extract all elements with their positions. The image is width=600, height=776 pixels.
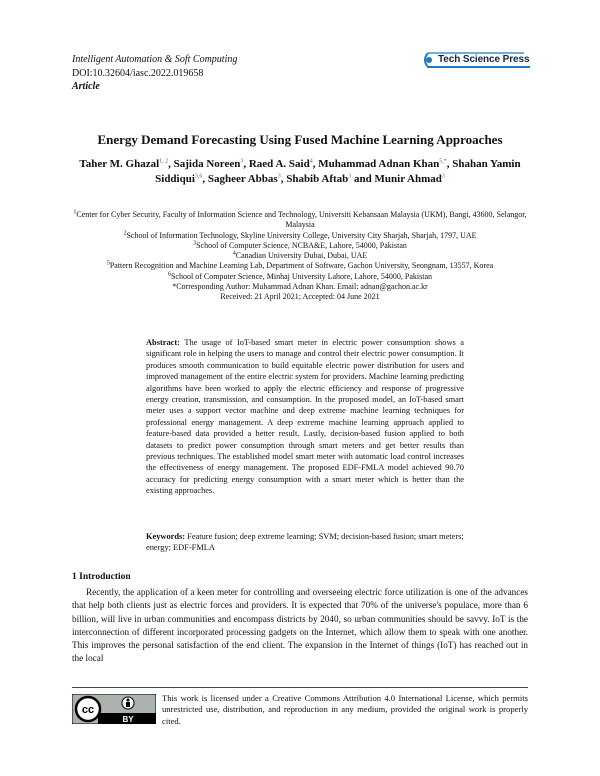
by-label: BY xyxy=(122,715,134,724)
abstract-text: The usage of IoT-based smart meter in electric power consumption shows a significant role in helping the users to manage and control their electric power consumption. It produces smooth communication to build equitable electric power distribution for users and improved management of the entire electric system for providers. Machine learning predicting algorithms have been worked to apply the electric efficiency and response of progressive energy creation, transmission, and consumption. In the proposed model, an IoT-based smart meter uses a support vector machine and deep extreme machine learning techniques for professional energy management. A deep extreme machine learning approach applied to feature-based data provided a better result. Lastly, decision-based fusion applied to both datasets to predict power consumption through smart meters and get better results than previous techniques. The established model smart meter with automatic load control increases the effectiveness of energy management. The proposed EDF-FMLA model achieved 90.70 accuracy for predicting energy consumption with a smart meter which is better than the existing approaches. xyxy=(146,338,464,496)
received-dates: Received: 21 April 2021; Accepted: 04 June 2021 xyxy=(220,292,380,302)
cc-label: cc xyxy=(81,704,95,716)
affiliations xyxy=(60,210,540,303)
publisher-name: Tech Science Press xyxy=(438,54,530,65)
journal-name: Intelligent Automation & Soft Computing xyxy=(72,54,238,65)
affiliation-number: 2 xyxy=(123,229,127,236)
section-heading: 1 Introduction xyxy=(72,572,131,582)
author-name: Taher M. Ghazal xyxy=(79,158,160,170)
footer-divider xyxy=(72,687,528,688)
abstract xyxy=(146,337,464,497)
affiliation-item xyxy=(60,261,540,271)
keywords-text: Feature fusion; deep extreme learning; SVM; decision-based fusion; smart meters; energy; EDF-FMLA xyxy=(146,532,464,553)
license-text: This work is licensed under a Creative Commons Attribution 4.0 International License, which permits unrestricted use, distribution, and reproduction in any medium, provided the original work is properly cited. xyxy=(162,693,528,726)
author-name: Sajida Noreen xyxy=(173,158,241,170)
corresponding-author: *Corresponding Author: Muhammad Adnan Khan. Email: adnan@gachon.ac.kr xyxy=(172,282,428,292)
author-name: Sagheer Abbas xyxy=(207,173,278,185)
paper-title: Energy Demand Forecasting Using Fused Machine Learning Approaches xyxy=(97,132,503,147)
doi: DOI:10.32604/iasc.2022.019658 xyxy=(72,67,204,79)
affiliation-item xyxy=(60,251,540,261)
affiliation-text: School of Computer Science, Minhaj University Lahore, Lahore, 54000, Pakistan xyxy=(170,271,433,281)
affiliation-number: 5 xyxy=(106,260,110,267)
affiliation-number: 3 xyxy=(193,240,197,247)
keywords xyxy=(146,531,464,554)
affiliation-item xyxy=(60,210,540,231)
affiliation-text: School of Computer Science, NCBA&E, Lahore, 54000, Pakistan xyxy=(196,240,407,250)
author-affiliation-mark[interactable]: 3 xyxy=(240,158,244,165)
author-affiliation-mark[interactable]: 1, 2 xyxy=(159,158,169,165)
author-affiliation-mark[interactable]: 4 xyxy=(309,158,313,165)
affiliation-number: 4 xyxy=(232,250,236,257)
author-affiliation-mark[interactable]: 3 xyxy=(441,173,445,180)
keywords-label: Keywords: xyxy=(146,532,186,541)
author-name: Shabib Aftab xyxy=(286,173,349,185)
author-affiliation-mark[interactable]: 3 xyxy=(277,173,281,180)
author-name: Munir Ahmad xyxy=(374,173,442,185)
abstract-label: Abstract: xyxy=(146,338,180,347)
author-affiliation-mark[interactable]: 5,* xyxy=(439,158,447,165)
affiliation-text: Canadian University Dubai, Dubai, UAE xyxy=(235,251,368,261)
article-type: Article xyxy=(72,81,100,92)
affiliation-number: 6 xyxy=(167,271,171,278)
journal-header xyxy=(72,53,237,94)
author-affiliation-mark[interactable]: 3,6 xyxy=(194,173,203,180)
cc-by-badge[interactable] xyxy=(72,694,156,724)
affiliation-text: School of Information Technology, Skyline University College, University City Sharjah, Sharjah, 1797, UAE xyxy=(126,230,477,240)
author-name: Raed A. Said xyxy=(248,158,310,170)
affiliation-item xyxy=(60,272,540,282)
introduction-text: Recently, the application of a keen meter for controlling and overseeing electric force utilization is one of the advances that help both clients just as electric forces and providers. It is expected that 70% of the universe's populace, more than 6 billion, will live in urban communities and encompass districts by 2040, so urban communities should be savvy. IoT is the interconnection of different incorporated processing gadgets on the Internet, which allow them to speak with one another. This improves the personal satisfaction of the end client. The expansion in the Internet of things (IoT) has reached out in the local xyxy=(72,587,528,664)
affiliation-number: 1 xyxy=(73,209,77,216)
affiliation-text: Pattern Recognition and Machine Learning Lab, Department of Software, Gachon University, Seongnam, 13557, Korea xyxy=(109,261,494,271)
affiliation-item xyxy=(60,241,540,251)
author-name: Shahan Yamin Siddiqui xyxy=(155,158,521,185)
affiliation-text: Center for Cyber Security, Faculty of Information Science and Technology, Universiti Kebansaan Malaysia (UKM), Bangi, 43600, Selangor, Malaysia xyxy=(76,210,527,230)
affiliation-item xyxy=(60,231,540,241)
author-affiliation-mark[interactable]: 3 xyxy=(348,173,352,180)
author-name: Muhammad Adnan Khan xyxy=(318,158,440,170)
author-list: Taher M. Ghazal$^{1, 2}$, Sajida Noreen$^3$, Raed A. Said$^4$, Muhammad Adnan Khan$^{5,*}$, Shahan Yamin Siddiqui$^{3,6}$, Sagheer Abbas$^3$, Shabib Aftab$^3$ and Munir Ahmad$^3$ xyxy=(79,158,521,185)
